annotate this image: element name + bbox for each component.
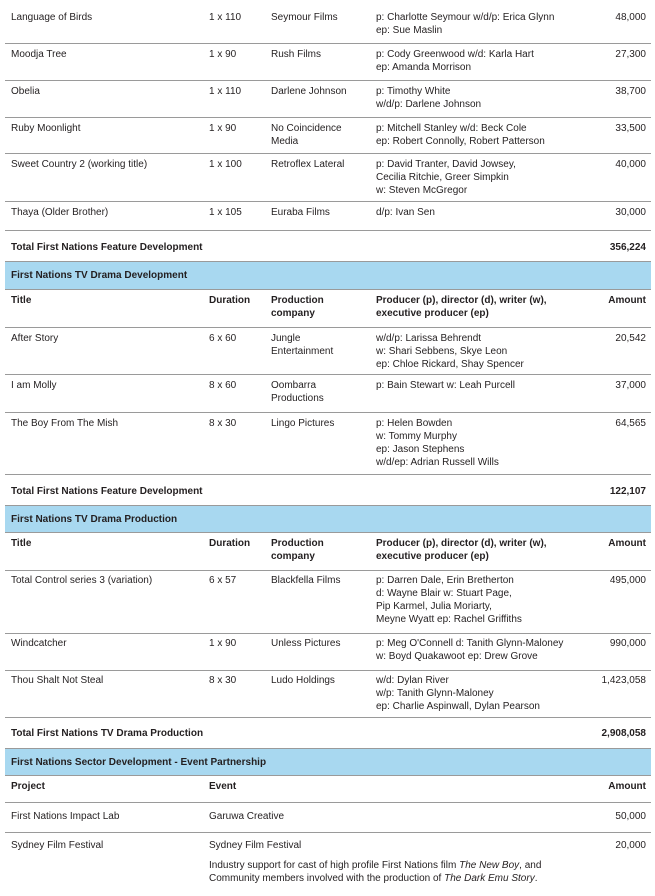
table-row (5, 328, 651, 375)
row-producer: p: Helen Bowden (376, 418, 453, 429)
section-heading-band (5, 748, 651, 776)
row-amount: 48,000 (615, 12, 646, 23)
row-producer: p: David Tranter, David Jowsey, (376, 159, 516, 170)
table-header-row (5, 533, 651, 571)
row-producer: ep: Charlie Aspinwall, Dylan Pearson (376, 701, 540, 712)
row-producer: p: Charlotte Seymour w/d/p: Erica Glynn (376, 12, 555, 23)
row-amount: 1,423,058 (601, 675, 646, 686)
row-project: Sydney Film Festival (11, 840, 104, 851)
table-row (5, 118, 651, 154)
row-producer: w: Tommy Murphy (376, 431, 457, 442)
header-company: company (271, 308, 315, 319)
row-amount: 20,000 (615, 840, 646, 851)
row-company: Jungle (271, 333, 301, 344)
total-label: Total First Nations TV Drama Production (11, 728, 204, 739)
row-amount: 27,300 (615, 49, 646, 60)
note-film-title: The Dark Emu Story (444, 873, 535, 884)
row-title: After Story (11, 333, 59, 344)
header-producer: executive producer (ep) (376, 308, 489, 319)
header-company: company (271, 551, 315, 562)
header-amount: Amount (608, 781, 646, 792)
row-amount: 38,700 (615, 86, 646, 97)
total-label: Total First Nations Feature Development (11, 242, 203, 253)
row-amount: 495,000 (609, 575, 646, 586)
row-company: Entertainment (271, 346, 334, 357)
row-company: Blackfella Films (271, 575, 341, 586)
table-row (5, 833, 651, 893)
total-amount: 356,224 (609, 242, 646, 253)
row-producer: w/d/ep: Adrian Russell Wills (376, 457, 499, 468)
note-text: , and Community members involved with the production of (209, 860, 542, 884)
row-title: Obelia (11, 86, 40, 97)
section-heading: First Nations TV Drama Development (11, 270, 188, 281)
row-producer: ep: Amanda Morrison (376, 62, 472, 73)
note-text: . (534, 873, 538, 884)
row-duration: 1 x 110 (209, 86, 242, 97)
header-event: Event (209, 781, 237, 792)
header-producer: Producer (p), director (d), writer (w), (376, 538, 547, 549)
row-producer: p: Meg O'Connell d: Tanith Glynn-Maloney (376, 638, 564, 649)
row-producer: ep: Chloe Rickard, Shay Spencer (376, 359, 524, 370)
total-row (5, 475, 651, 505)
row-amount: 37,000 (615, 380, 646, 391)
row-amount: 30,000 (615, 207, 646, 218)
row-company: Retroflex Lateral (271, 159, 345, 170)
total-label: Total First Nations Feature Development (11, 486, 203, 497)
header-company: Production (271, 295, 324, 306)
row-amount: 50,000 (615, 811, 646, 822)
row-title: Total Control series 3 (variation) (11, 575, 153, 586)
row-amount: 990,000 (609, 638, 646, 649)
row-producer: p: Mitchell Stanley w/d: Beck Cole (376, 123, 527, 134)
row-company: Darlene Johnson (271, 86, 347, 97)
row-producer: p: Cody Greenwood w/d: Karla Hart (376, 49, 534, 60)
row-producer: Meyne Wyatt ep: Rachel Griffiths (376, 614, 522, 625)
row-company: No Coincidence (271, 123, 342, 134)
row-note (209, 859, 549, 885)
row-event: Garuwa Creative (209, 811, 285, 822)
row-producer: d: Wayne Blair w: Stuart Page, (376, 588, 512, 599)
row-company: Productions (271, 393, 324, 404)
total-row (5, 231, 651, 261)
section-heading: First Nations TV Drama Production (11, 514, 178, 525)
note-text: Industry support for cast of high profile First Nations film (209, 860, 460, 871)
row-producer: p: Timothy White (376, 86, 451, 97)
row-title: Moodja Tree (11, 49, 67, 60)
row-duration: 8 x 30 (209, 418, 237, 429)
row-producer: ep: Robert Connolly, Robert Patterson (376, 136, 545, 147)
row-producer: Cecilia Ritchie, Greer Simpkin (376, 172, 509, 183)
table-row (5, 375, 651, 413)
row-event: Sydney Film Festival (209, 840, 302, 851)
table-row (5, 413, 651, 475)
row-duration: 6 x 60 (209, 333, 237, 344)
row-title: Thou Shalt Not Steal (11, 675, 104, 686)
table-row (5, 81, 651, 118)
row-duration: 8 x 30 (209, 675, 237, 686)
section-heading-band (5, 261, 651, 290)
table-row (5, 154, 651, 202)
row-producer: Pip Karmel, Julia Moriarty, (376, 601, 492, 612)
note-film-title: The New Boy (459, 860, 520, 871)
header-title: Title (11, 538, 32, 549)
row-duration: 1 x 90 (209, 123, 237, 134)
row-amount: 20,542 (615, 333, 646, 344)
table-row (5, 671, 651, 718)
row-company: Rush Films (271, 49, 322, 60)
row-company: Euraba Films (271, 207, 330, 218)
row-duration: 6 x 57 (209, 575, 237, 586)
row-producer: w: Shari Sebbens, Skye Leon (376, 346, 508, 357)
row-duration: 1 x 105 (209, 207, 242, 218)
table-row (5, 571, 651, 634)
row-producer: d/p: Ivan Sen (376, 207, 435, 218)
row-producer: ep: Sue Maslin (376, 25, 443, 36)
section-heading-band (5, 505, 651, 533)
table-row (5, 202, 651, 231)
header-producer: executive producer (ep) (376, 551, 489, 562)
header-company: Production (271, 538, 324, 549)
row-title: Sweet Country 2 (working title) (11, 159, 148, 170)
row-amount: 64,565 (615, 418, 646, 429)
row-producer: w: Boyd Quakawoot ep: Drew Grove (376, 651, 538, 662)
header-amount: Amount (608, 295, 646, 306)
row-amount: 33,500 (615, 123, 646, 134)
table-row (5, 803, 651, 833)
row-title: Ruby Moonlight (11, 123, 81, 134)
row-producer: ep: Jason Stephens (376, 444, 465, 455)
row-project: First Nations Impact Lab (11, 811, 120, 822)
header-title: Title (11, 295, 32, 306)
row-title: I am Molly (11, 380, 57, 391)
header-amount: Amount (608, 538, 646, 549)
row-producer: w: Steven McGregor (376, 185, 468, 196)
total-row (5, 718, 651, 748)
header-project: Project (11, 781, 45, 792)
row-company: Seymour Films (271, 12, 338, 23)
row-title: Thaya (Older Brother) (11, 207, 109, 218)
header-duration: Duration (209, 295, 251, 306)
table-row (5, 0, 651, 44)
row-duration: 1 x 90 (209, 638, 237, 649)
row-company: Ludo Holdings (271, 675, 335, 686)
section-heading: First Nations Sector Development - Event Partnership (11, 757, 267, 768)
row-title: Language of Birds (11, 12, 93, 23)
row-amount: 40,000 (615, 159, 646, 170)
row-duration: 8 x 60 (209, 380, 237, 391)
table-header-row (5, 776, 651, 803)
table-row (5, 634, 651, 671)
row-title: Windcatcher (11, 638, 67, 649)
total-amount: 122,107 (609, 486, 646, 497)
row-company: Unless Pictures (271, 638, 341, 649)
row-duration: 1 x 110 (209, 12, 242, 23)
row-producer: p: Darren Dale, Erin Bretherton (376, 575, 514, 586)
row-producer: w/p: Tanith Glynn-Maloney (376, 688, 494, 699)
header-duration: Duration (209, 538, 251, 549)
row-company: Media (271, 136, 299, 147)
table-row (5, 44, 651, 81)
row-company: Oombarra (271, 380, 317, 391)
row-producer: w/d: Dylan River (376, 675, 449, 686)
row-duration: 1 x 100 (209, 159, 242, 170)
row-duration: 1 x 90 (209, 49, 237, 60)
total-amount: 2,908,058 (601, 728, 646, 739)
row-producer: w/d/p: Darlene Johnson (376, 99, 482, 110)
row-title: The Boy From The Mish (11, 418, 119, 429)
row-company: Lingo Pictures (271, 418, 335, 429)
row-producer: p: Bain Stewart w: Leah Purcell (376, 380, 515, 391)
table-header-row (5, 290, 651, 328)
row-producer: w/d/p: Larissa Behrendt (376, 333, 482, 344)
header-producer: Producer (p), director (d), writer (w), (376, 295, 547, 306)
